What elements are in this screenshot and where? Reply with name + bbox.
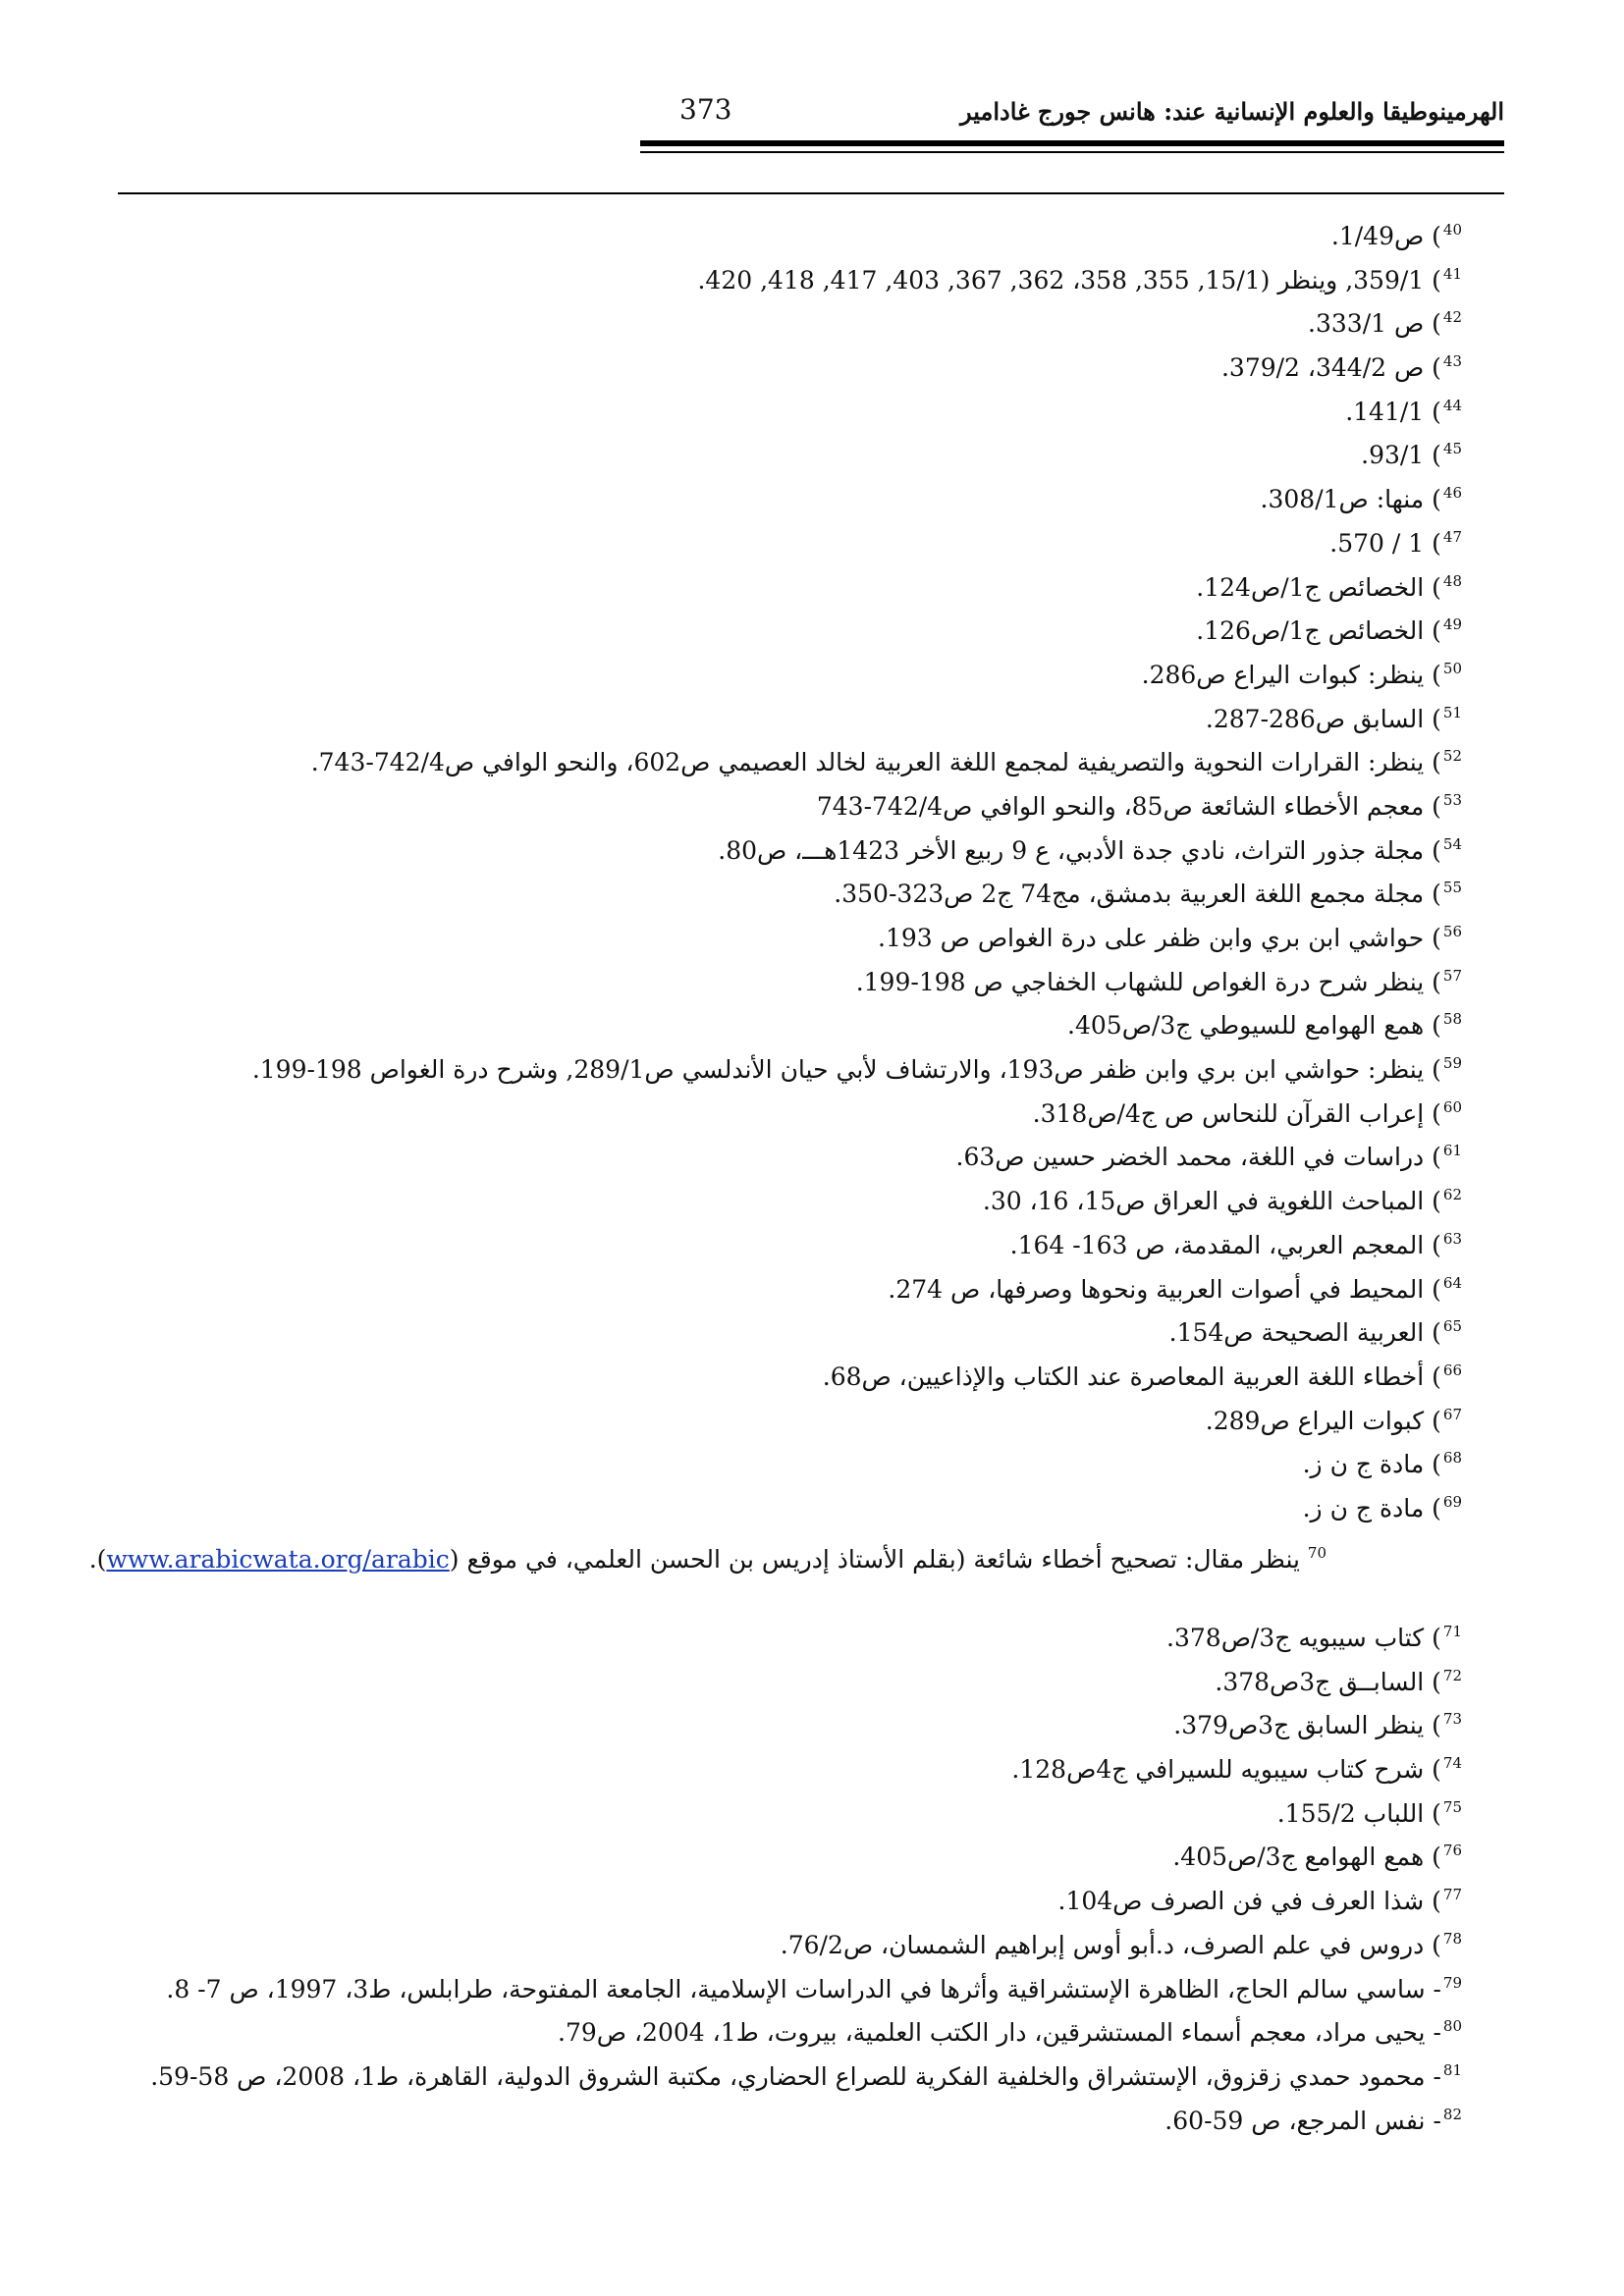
footnote-text: ) إعراب القرآن للنحاس ص ج4/ص318. (1032, 1098, 1441, 1128)
footnote-text: ) أخطاء اللغة العربية المعاصرة عند الكتاب والإذاعيين، ص68. (822, 1362, 1441, 1391)
footnote-number: 45 (1442, 440, 1462, 458)
footnote-number: 54 (1442, 834, 1462, 853)
footnote-number: 64 (1442, 1273, 1462, 1292)
footnote-number: 74 (1442, 1754, 1462, 1773)
footnote-number: 70 (1307, 1544, 1326, 1562)
footnote-item (68, 427, 1462, 471)
footnote-item (68, 866, 1462, 910)
footnote-text: ) دروس في علم الصرف، د.أبو أوس إبراهيم الشمسان، ص76/2. (780, 1930, 1441, 1959)
footnote-item (68, 1041, 1462, 1086)
footnote-number: 50 (1442, 659, 1462, 677)
footnote-number: 40 (1442, 221, 1462, 239)
footnote-item (68, 1873, 1462, 1917)
footnote-text: ) حواشي ابن بري وابن ظفر على درة الغواص ص 193. (878, 924, 1441, 952)
footnote-number: 56 (1442, 923, 1462, 940)
footnote-number: 81 (1442, 2060, 1462, 2079)
footnote-item (68, 1961, 1462, 2005)
footnote-link[interactable]: www.arabicwata.org/arabic (106, 1545, 450, 1574)
footnote-text: ) معجم الأخطاء الشائعة ص85، والنحو الوافي ص742/4-743 (816, 791, 1441, 821)
footnote-text: ) المباحث اللغوية في العراق ص15، 16، 30. (982, 1187, 1441, 1216)
footnote-item (68, 778, 1462, 823)
footnote-item (68, 1741, 1462, 1786)
footnote-item (68, 1436, 1462, 1480)
footnote-text: ) اللباب 155/2. (1276, 1798, 1441, 1828)
footnote-number: 75 (1442, 1797, 1462, 1816)
footnote-text: ) ص 344/2، 379/2. (1220, 353, 1441, 383)
page-header (640, 93, 1504, 144)
footnote-item (68, 1173, 1462, 1217)
footnote-text: ) مادة ج ن ز. (1302, 1493, 1441, 1522)
footnote-text: ) دراسات في اللغة، محمد الخضر حسين ص63. (955, 1143, 1441, 1172)
footnote-item (68, 691, 1462, 735)
footnote-text: ) ص 333/1. (1308, 309, 1441, 339)
footnote-number: 67 (1442, 1405, 1462, 1423)
footnote-number: 47 (1442, 527, 1462, 546)
footnote-text: - نفس المرجع، ص 59-60. (1164, 2106, 1441, 2135)
footnote-number: 63 (1442, 1229, 1462, 1248)
footnote-text: ) 1 / 570. (1329, 528, 1441, 558)
footnote-item (68, 997, 1462, 1041)
footnote-item (68, 1654, 1462, 1698)
footnote-text: ) الخصائص ج1/ص126. (1196, 616, 1441, 646)
footnote-item (68, 2004, 1462, 2049)
footnote-number: 44 (1442, 396, 1462, 414)
footnote-text: ) ينظر: القرارات النحوية والتصريفية لمجمع اللغة العربية لخالد العصيمي ص602، والنحو الوافي ص742/4-743. (310, 748, 1441, 777)
footnote-item (68, 252, 1462, 296)
footnote-text: ) ينظر: حواشي ابن بري وابن ظفر ص193، والارتشاف لأبي حيان الأندلسي ص289/1, وشرح درة الغواص 198-199. (251, 1055, 1441, 1085)
footnote-text: ) منها: ص308/1. (1260, 485, 1441, 514)
footnote-item (68, 603, 1462, 647)
footnote-number: 42 (1442, 308, 1462, 327)
footnote-item (68, 1349, 1462, 1393)
footnote-number: 43 (1442, 352, 1462, 371)
footnote-number: 66 (1442, 1361, 1462, 1379)
footnote-number: 49 (1442, 615, 1462, 634)
footnote-number: 79 (1442, 1973, 1462, 1992)
footnote-text: ) همع الهوامع للسيوطي ج3/ص405. (1067, 1011, 1441, 1041)
footnote-item (68, 1917, 1462, 1961)
footnote-item (68, 2049, 1462, 2093)
footnote-number: 48 (1442, 571, 1462, 590)
footnote-item (68, 340, 1462, 384)
footnote-text: ) همع الهوامع ج3/ص405. (1172, 1842, 1441, 1872)
footnote-text: ) كتاب سيبويه ج3/ص378. (1166, 1624, 1441, 1652)
footnote-item (68, 734, 1462, 778)
footnote-separator (118, 192, 1504, 194)
footnote-item (68, 1261, 1462, 1306)
footnote-number: 72 (1442, 1666, 1462, 1684)
footnote-text: ) شذا العرف في فن الصرف ص104. (1057, 1887, 1441, 1916)
footnote-text: ينظر مقال: تصحيح أخطاء شائعة (بقلم الأستاذ إدريس بن الحسن العلمي، في موقع (466, 1545, 1300, 1574)
footnote-text: ) مجلة جذور التراث، نادي جدة الأدبي، ع 9 ربيع الأخر 1423هـــ، ص80. (718, 835, 1441, 865)
footnote-item (68, 823, 1462, 867)
footnote-number: 61 (1442, 1142, 1462, 1160)
footnote-item (68, 1480, 1462, 1524)
footnote-text: ) ينظر: كبوات اليراع ص286. (1141, 660, 1441, 689)
footnote-item (68, 515, 1462, 560)
footnote-item (68, 1217, 1462, 1261)
footnote-text: ) مادة ج ن ز. (1302, 1450, 1441, 1479)
footnote-item (68, 1393, 1462, 1437)
header-rule-thick (640, 140, 1504, 146)
footnote-number: 76 (1442, 1842, 1462, 1860)
header-rule-thin (640, 151, 1504, 153)
footnote-text-end: ). (88, 1545, 107, 1574)
footnote-text: ) السابق ص286-287. (1205, 704, 1441, 733)
footnote-number: 57 (1442, 966, 1462, 985)
footnote-item (68, 1610, 1462, 1654)
footnote-number: 71 (1442, 1623, 1462, 1640)
footnote-text: ) كبوات اليراع ص289. (1205, 1406, 1441, 1435)
footnote-number: 80 (1442, 2017, 1462, 2036)
footnote-text: - يحيى مراد، معجم أسماء المستشرقين، دار الكتب العلمية، بيروت، ط1، 2004، ص79. (558, 2018, 1441, 2048)
footnote-number: 60 (1442, 1097, 1462, 1116)
footnote-text: ) ص1/49. (1330, 222, 1441, 250)
footnote-item (68, 954, 1462, 998)
footnote-text: ) ينظر السابق ج3ص379. (1173, 1711, 1441, 1740)
footnote-number: 62 (1442, 1186, 1462, 1204)
footnote-text: ) مجلة مجمع اللغة العربية بدمشق، مج74 ج2 ص323-350. (834, 880, 1441, 909)
footnote-text: ) المعجم العربي، المقدمة، ص 163- 164. (1009, 1230, 1441, 1259)
footnote-text: ) 141/1. (1345, 397, 1441, 426)
footnote-item (68, 910, 1462, 954)
footnote-item (68, 1086, 1462, 1130)
footnote-text: ) العربية الصحيحة ص154. (1168, 1318, 1441, 1348)
footnote-number: 68 (1442, 1449, 1462, 1468)
footnote-number: 51 (1442, 703, 1462, 721)
footnote-number: 41 (1442, 264, 1462, 283)
footnote-text: ) 93/1. (1361, 441, 1441, 470)
footnote-number: 82 (1442, 2105, 1462, 2123)
footnote-item (68, 1829, 1462, 1873)
footnote-number: 46 (1442, 484, 1462, 503)
footnote-number: 73 (1442, 1710, 1462, 1729)
footnote-number: 55 (1442, 879, 1462, 897)
footnote-item (68, 1697, 1462, 1741)
footnotes-list (68, 208, 1462, 1524)
page-number: 373 (679, 93, 732, 126)
footnote-text: - محمود حمدي زقزوق، الإستشراق والخلفية الفكرية للصراع الحضاري، مكتبة الشروق الدولية، القاهرة، ط1، 2008، ص 58-59. (150, 2061, 1441, 2091)
footnote-text: ) ينظر شرح درة الغواص للشهاب الخفاجي ص 198-199. (855, 967, 1441, 996)
footnote-item (68, 208, 1462, 252)
footnote-item (68, 2093, 1462, 2137)
footnote-text: ) الخصائص ج1/ص124. (1196, 572, 1441, 602)
running-title: الهرمينوطيقا والعلوم الإنسانية عند: هانس جورج غادامير (960, 97, 1504, 126)
footnote-item (68, 1305, 1462, 1349)
footnote-number: 65 (1442, 1317, 1462, 1336)
footnote-number: 53 (1442, 790, 1462, 809)
footnote-item (68, 560, 1462, 604)
footnote-item (68, 1786, 1462, 1830)
footnote-number: 77 (1442, 1886, 1462, 1904)
footnote-item (68, 1129, 1462, 1173)
footnote-item (68, 384, 1462, 428)
footnote-item (68, 295, 1462, 340)
footnote-text: ) شرح كتاب سيبويه للسيرافي ج4ص128. (1011, 1755, 1441, 1785)
footnote-text: ) المحيط في أصوات العربية ونحوها وصرفها، ص 274. (888, 1274, 1441, 1304)
footnote-item (68, 647, 1462, 691)
footnote-number: 52 (1442, 747, 1462, 766)
footnote-number: 78 (1442, 1929, 1462, 1948)
footnote-number: 69 (1442, 1492, 1462, 1511)
footnote-number: 58 (1442, 1010, 1462, 1029)
footnotes-list-2 (68, 1610, 1462, 2136)
footnote-text: ) 359/1, وينظر (15/1, 355, 358، 362, 367, 403, 417, 418, 420. (697, 265, 1441, 294)
footnote-item (68, 471, 1462, 515)
footnote-number: 59 (1442, 1054, 1462, 1073)
footnote-text: - ساسي سالم الحاج، الظاهرة الإستشراقية وأثرها في الدراسات الإسلامية، الجامعة المفتوحة، طرابلس، ط3، 1997، ص 7- 8. (166, 1974, 1441, 2003)
footnote-text: ) السابــق ج3ص378. (1215, 1667, 1441, 1696)
